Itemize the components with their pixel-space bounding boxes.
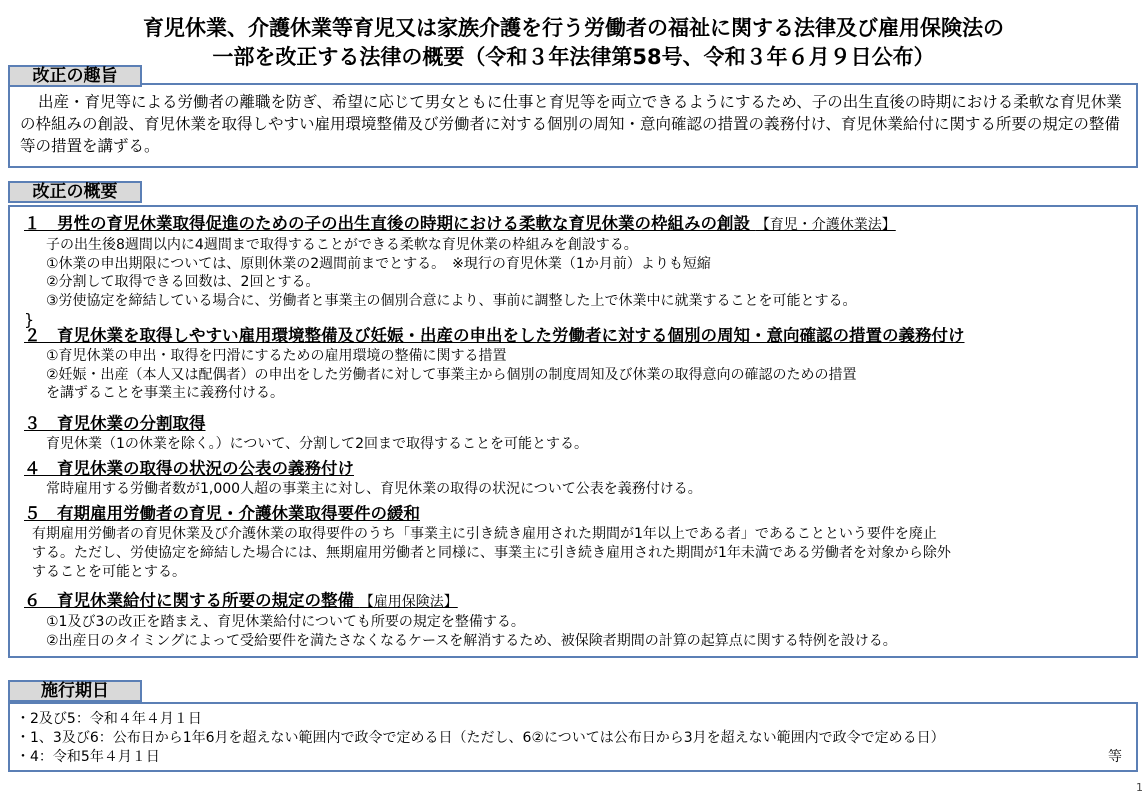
effective-label: 施行期日 — [8, 680, 142, 702]
page-number: 1 — [1136, 781, 1143, 794]
effective-box — [8, 702, 1138, 772]
page-title — [0, 14, 1147, 72]
section-5-line-2: する。ただし、労使協定を締結した場合には、無期雇用労働者と同様に、事業主に引き続き雇用された期間が1年未満である労働者を対象から除外 — [32, 545, 951, 561]
section-1-title — [24, 213, 1128, 236]
page-title-line-2: 一部を改正する法律の概要（令和３年法律第58号、令和３年６月９日公布） — [212, 45, 935, 69]
section-3-title: ３ 育児休業の分割取得 — [24, 414, 206, 433]
overview-box — [8, 205, 1138, 658]
purpose-label: 改正の趣旨 — [8, 65, 142, 87]
section-1-line-3: ②分割して取得できる回数は、2回とする。 — [46, 274, 320, 291]
section-5-line-3: することを可能とする。 — [32, 564, 186, 580]
purpose-text: 出産・育児等による労働者の離職を防ぎ、希望に応じて男女ともに仕事と育児等を両立できるようにするため、子の出生直後の時期における柔軟な育児休業の枠組みの創設、育児休業を取得しやすい雇用環境整備及び労働者に対する個別の周知・意向確認の措置の義務付け、育児休業給付に関する所要の規定の整備等の措置を講ずる。 — [20, 93, 1122, 155]
section-6-title — [24, 590, 1128, 613]
section-4-title: ４ 育児休業の取得の状況の公表の義務付け — [24, 459, 354, 478]
section-3 — [24, 413, 1128, 454]
section-2-title: ２ 育児休業を取得しやすい雇用環境整備及び妊娠・出産の申出をした労働者に対する個別の周知・意向確認の措置の義務付け — [24, 326, 965, 345]
section-2 — [24, 325, 1128, 403]
section-6-law: 【雇用保険法】 — [359, 594, 458, 610]
effective-line-1: ・2及び5：令和４年４月１日 — [16, 711, 202, 727]
effective-etc: 等 — [1108, 749, 1122, 765]
section-1: １ 男性の育児休業取得促進のための子の出生直後の時期における柔軟な育児休業の枠組みの創設 【育児・介護休業法】 子の出生後8週間以内に4週間まで取得することができる柔軟な育児休業の枠組みを創設する。 ①休業の申出期限については、原則休業の2週間前までとする。 ※現行の育児休業（1か月前）よりも短縮 ②分割して取得できる回数は、2回とする。 ③労使協定を締結している場合に、労働者と事業主の個別合意により、事前に調整した上で休業中に就業することを可能とする。 } — [24, 213, 1128, 329]
section-6-title-text: ６ 育児休業給付に関する所要の規定の整備 — [24, 591, 354, 610]
section-2-line-2: ②妊娠・出産（本人又は配偶者）の申出をした労働者に対して事業主から個別の制度周知及び休業の取得意向の確認のための措置 — [46, 366, 857, 383]
section-3-line-1: 育児休業（1の休業を除く。）について、分割して2回まで取得することを可能とする。 — [46, 436, 588, 452]
section-5-line-1: 有期雇用労働者の育児休業及び介護休業の取得要件のうち「事業主に引き続き雇用された期間が1年以上である者」であることという要件を廃止 — [32, 526, 937, 542]
section-1-line-1: 子の出生後8週間以内に4週間まで取得することができる柔軟な育児休業の枠組みを創設する。 — [46, 237, 638, 253]
effective-line-3: ・4：令和5年４月１日 — [16, 749, 160, 765]
section-2-line-1: ①育児休業の申出・取得を円滑にするための雇用環境の整備に関する措置 — [46, 348, 507, 364]
overview-label: 改正の概要 — [8, 181, 142, 203]
section-6-line-2: ②出産日のタイミングによって受給要件を満たさなくなるケースを解消するため、被保険者期間の計算の起算点に関する特例を設ける。 — [46, 632, 897, 649]
section-1-law: 【育児・介護休業法】 — [755, 217, 896, 233]
section-4-line-1: 常時雇用する労働者数が1,000人超の事業主に対し、育児休業の取得の状況について公表を義務付ける。 — [46, 481, 702, 497]
purpose-box — [8, 83, 1138, 168]
section-6-line-1: ①1及び3の改正を踏まえ、育児休業給付についても所要の規定を整備する。 — [46, 614, 525, 630]
effective-line-2: ・1、3及び6：公布日から1年6月を超えない範囲内で政令で定める日（ただし、6②については公布日から3月を超えない範囲内で政令で定める日） — [16, 730, 945, 746]
section-5-title: ５ 有期雇用労働者の育児・介護休業取得要件の緩和 — [24, 504, 420, 523]
section-1-line-4: ③労使協定を締結している場合に、労働者と事業主の個別合意により、事前に調整した上で休業中に就業することを可能とする。 — [46, 292, 857, 309]
page-title-line-1: 育児休業、介護休業等育児又は家族介護を行う労働者の福祉に関する法律及び雇用保険法の — [143, 16, 1004, 40]
section-6 — [24, 590, 1128, 650]
section-2-line-3: を講ずることを事業主に義務付ける。 — [46, 385, 284, 402]
section-1-line-2: ①休業の申出期限については、原則休業の2週間前までとする。 ※現行の育児休業（1か月前）よりも短縮 — [46, 255, 711, 272]
section-5 — [24, 503, 1128, 582]
section-1-title-text: １ 男性の育児休業取得促進のための子の出生直後の時期における柔軟な育児休業の枠組みの創設 — [24, 214, 750, 233]
section-4 — [24, 458, 1128, 499]
